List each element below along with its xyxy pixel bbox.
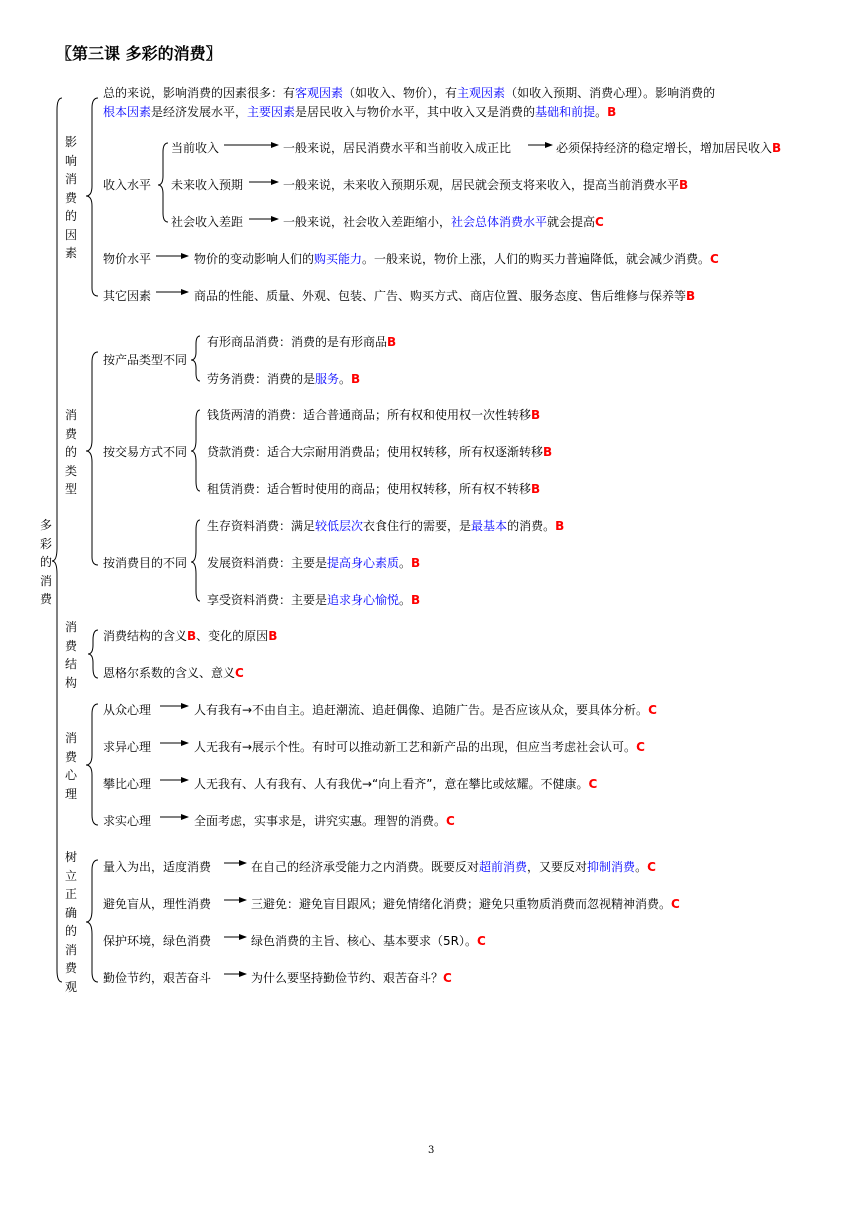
view3-label: 保护环境，绿色消费 — [103, 934, 212, 948]
view1-text: 在自己的经济承受能力之内消费。既要反对超前消费，又要反对抑制消费。C — [251, 860, 656, 874]
income-brace — [158, 143, 168, 222]
price-text: 物价的变动影响人们的购买能力。一般来说，物价上涨，人们的购买力普遍降低，就会减少消费。C — [194, 252, 719, 266]
s1-brace — [86, 98, 98, 296]
view4-text: 为什么要坚持勤俭节约、艰苦奋斗？C — [251, 971, 452, 985]
psy3-text: 人无我有、人有我有、人有我优→“向上看齐”，意在攀比或炫耀。不健康。C — [194, 777, 598, 791]
price-label: 物价水平 — [103, 252, 152, 266]
page-number: 3 — [428, 1145, 435, 1156]
g3-label: 按消费目的不同 — [103, 556, 188, 570]
psy2-label: 求异心理 — [103, 740, 152, 754]
future-income-label: 未来收入预期 — [171, 178, 244, 192]
income-label: 收入水平 — [103, 178, 152, 192]
g1-label: 按产品类型不同 — [103, 353, 188, 367]
gap-label: 社会收入差距 — [171, 215, 244, 229]
g3-item2: 发展资料消费：主要是提高身心素质。B — [207, 556, 421, 570]
g1-item2: 劳务消费：消费的是服务。B — [207, 372, 361, 386]
view1-label: 量入为出，适度消费 — [103, 860, 212, 874]
s3-brace — [88, 630, 98, 678]
cur-income-text: 一般来说，居民消费水平和当前收入成正比 — [283, 141, 512, 155]
g2-brace — [191, 410, 200, 491]
s5-brace — [86, 860, 98, 982]
g2-item1: 钱货两清的消费：适合普通商品；所有权和使用权一次性转移B — [207, 408, 541, 422]
view2-label: 避免盲从，理性消费 — [103, 897, 212, 911]
s1-intro-line1: 总的来说，影响消费的因素很多：有客观因素（如收入、物价），有主观因素（如收入预期、消费心理）。影响消费的 — [103, 86, 716, 100]
s3-item1: 消费结构的含义B、变化的原因B — [103, 629, 278, 643]
s4-brace — [86, 704, 98, 825]
s2-brace — [86, 352, 98, 565]
g1-brace — [191, 336, 200, 381]
g2-item3: 租赁消费：适合暂时使用的商品；使用权转移，所有权不转移B — [207, 482, 541, 496]
psy4-label: 求实心理 — [103, 814, 152, 828]
psy1-text: 人有我有→不由自主。追赶潮流、追赶偶像、追随广告。是否应该从众，要具体分析。C — [194, 703, 657, 717]
view4-label: 勤俭节约，艰苦奋斗 — [103, 971, 212, 985]
s5-label: 树立正确的消费观 — [64, 850, 77, 994]
gap-text: 一般来说，社会收入差距缩小，社会总体消费水平就会提高C — [283, 215, 604, 229]
psy3-label: 攀比心理 — [103, 777, 152, 791]
s3-label: 消费结构 — [64, 620, 77, 690]
root-brace — [52, 98, 62, 982]
page-title: 〖第三课 多彩的消费〗 — [56, 44, 222, 63]
s3-item2: 恩格尔系数的含义、意义C — [103, 666, 244, 680]
s2-label: 消费的类型 — [64, 408, 77, 496]
psy4-text: 全面考虑，实事求是，讲究实惠。理智的消费。C — [194, 814, 455, 828]
other-label: 其它因素 — [103, 289, 152, 303]
g2-label: 按交易方式不同 — [103, 445, 188, 459]
g1-item1: 有形商品消费：消费的是有形商品B — [207, 335, 397, 349]
g3-item1: 生存资料消费：满足较低层次衣食住行的需要，是最基本的消费。B — [207, 519, 565, 533]
s1-label: 影响消费的因素 — [64, 135, 77, 260]
view3-text: 绿色消费的主旨、核心、基本要求（5R）。C — [251, 934, 486, 948]
g2-item2: 贷款消费：适合大宗耐用消费品；使用权转移，所有权逐渐转移B — [207, 445, 553, 459]
other-text: 商品的性能、质量、外观、包装、广告、购买方式、商店位置、服务态度、售后维修与保养等B — [194, 289, 696, 303]
view2-text: 三避免：避免盲目跟风；避免情绪化消费；避免只重物质消费而忽视精神消费。C — [251, 897, 680, 911]
psy1-label: 从众心理 — [103, 703, 152, 717]
psy2-text: 人无我有→展示个性。有时可以推动新工艺和新产品的出现，但应当考虑社会认可。C — [194, 740, 645, 754]
g3-item3: 享受资料消费：主要是追求身心愉悦。B — [207, 593, 421, 607]
cur-income-label: 当前收入 — [171, 141, 220, 155]
g3-brace — [191, 520, 200, 601]
s4-label: 消费心理 — [64, 731, 77, 801]
future-income-text: 一般来说，未来收入预期乐观，居民就会预支将来收入，提高当前消费水平B — [283, 178, 689, 192]
root-label: 多彩的消费 — [39, 518, 52, 606]
s1-intro-line2: 根本因素是经济发展水平，主要因素是居民收入与物价水平，其中收入又是消费的基础和前提。B — [103, 105, 617, 119]
cur-income-text2: 必须保持经济的稳定增长，增加居民收入B — [556, 141, 782, 155]
